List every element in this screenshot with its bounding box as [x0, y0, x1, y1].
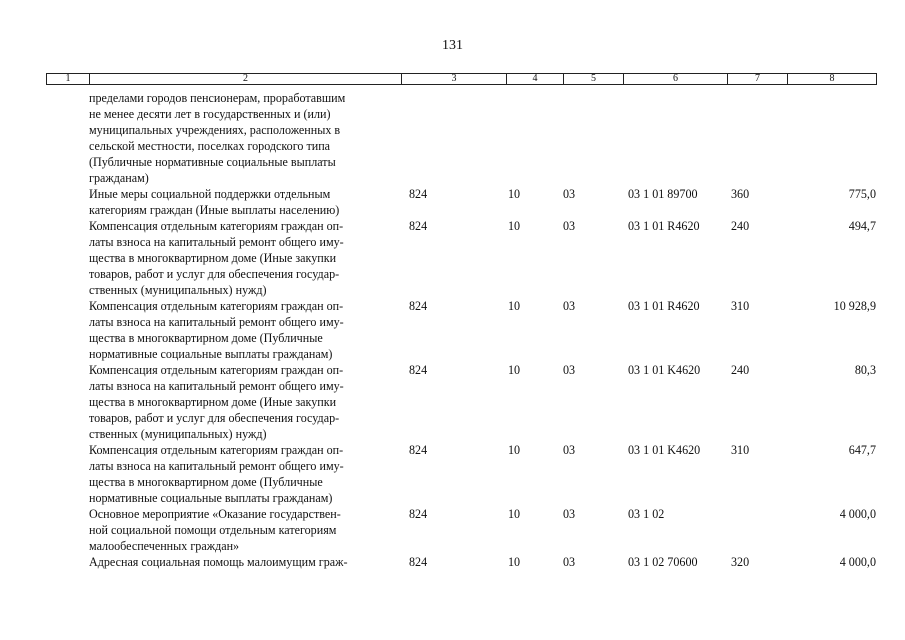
expense-type: 240: [731, 363, 750, 377]
item-name-line: Компенсация отдельным категориям граждан оп-: [89, 299, 344, 313]
amount: 4 000,0: [839, 555, 876, 569]
section-code: [506, 90, 563, 186]
row-number-cell: [46, 186, 89, 218]
item-name: [89, 362, 401, 442]
amount: [787, 90, 876, 186]
item-name-line: щества в многоквартирном доме (Иные закупки: [89, 251, 337, 265]
item-name: [89, 186, 401, 218]
item-name-line: Компенсация отдельным категориям граждан оп-: [89, 219, 344, 233]
subsection-code: 03: [563, 219, 576, 233]
item-name-line: латы взноса на капитальный ремонт общего иму-: [89, 235, 344, 249]
header-col-3: 3: [402, 74, 507, 85]
header-col-2: 2: [90, 74, 402, 85]
table-row: [46, 506, 876, 554]
expense-type: [727, 90, 787, 186]
ministry-code: 824: [409, 555, 428, 569]
item-name-line: не менее десяти лет в государственных и (или): [89, 107, 331, 121]
target-article: [623, 90, 727, 186]
subsection-code: 03: [563, 555, 576, 569]
item-name-line: Основное мероприятие «Оказание государствен-: [89, 507, 341, 521]
expense-type: 310: [731, 443, 750, 457]
row-number-cell: [46, 218, 89, 298]
target-article: 03 1 01 K4620: [628, 363, 701, 377]
expense-type: 320: [731, 555, 750, 569]
target-article: 03 1 01 89700: [628, 187, 698, 201]
item-name-line: малообеспеченных граждан»: [89, 539, 240, 553]
section-code: 10: [508, 187, 521, 201]
item-name-line: Адресная социальная помощь малоимущим граж-: [89, 555, 348, 569]
amount: 494,7: [848, 219, 876, 233]
target-article: 03 1 02: [628, 507, 665, 521]
item-name-line: нормативные социальные выплаты гражданам): [89, 347, 333, 361]
item-name-line: категориям граждан (Иные выплаты населению): [89, 203, 340, 217]
item-name-line: пределами городов пенсионерам, проработавшим: [89, 91, 346, 105]
page-number: 131: [442, 38, 463, 53]
item-name: [89, 442, 401, 506]
item-name-line: товаров, работ и услуг для обеспечения государ-: [89, 411, 340, 425]
item-name-line: щества в многоквартирном доме (Иные закупки: [89, 395, 337, 409]
subsection-code: 03: [563, 443, 576, 457]
table-row: [46, 186, 876, 218]
row-number-cell: [46, 90, 89, 186]
target-article: 03 1 01 R4620: [628, 219, 700, 233]
row-number-cell: [46, 442, 89, 506]
item-name-line: латы взноса на капитальный ремонт общего иму-: [89, 379, 344, 393]
item-name-line: муниципальных учреждениях, расположенных в: [89, 123, 341, 137]
subsection-code: 03: [563, 363, 576, 377]
target-article: 03 1 02 70600: [628, 555, 698, 569]
section-code: 10: [508, 363, 521, 377]
expense-type: 360: [731, 187, 750, 201]
item-name: [89, 218, 401, 298]
item-name-line: ственных (муниципальных) нужд): [89, 283, 267, 297]
item-name-line: латы взноса на капитальный ремонт общего иму-: [89, 459, 344, 473]
item-name-line: (Публичные нормативные социальные выплаты: [89, 155, 336, 169]
ministry-code: 824: [409, 187, 428, 201]
header-col-1: 1: [47, 74, 90, 85]
table-row: [46, 298, 876, 362]
ministry-code: 824: [409, 507, 428, 521]
ministry-code: 824: [409, 363, 428, 377]
section-code: 10: [508, 507, 521, 521]
item-name-line: сельской местности, поселках городского типа: [89, 139, 331, 153]
ministry-code: 824: [409, 443, 428, 457]
item-name-line: нормативные социальные выплаты гражданам): [89, 491, 333, 505]
item-name-line: латы взноса на капитальный ремонт общего иму-: [89, 315, 344, 329]
target-article: 03 1 01 R4620: [628, 299, 700, 313]
section-code: 10: [508, 555, 521, 569]
subsection-code: 03: [563, 299, 576, 313]
target-article: 03 1 01 K4620: [628, 443, 701, 457]
section-code: 10: [508, 443, 521, 457]
table-row: [46, 90, 876, 186]
row-number-cell: [46, 362, 89, 442]
item-name-line: Компенсация отдельным категориям граждан оп-: [89, 443, 344, 457]
ministry-code: 824: [409, 219, 428, 233]
expense-type: [727, 506, 787, 554]
item-name: [89, 90, 401, 186]
row-number-cell: [46, 554, 89, 570]
section-code: 10: [508, 299, 521, 313]
section-code: 10: [508, 219, 521, 233]
ministry-code: [401, 90, 506, 186]
item-name: [89, 506, 401, 554]
item-name-line: щества в многоквартирном доме (Публичные: [89, 331, 323, 345]
header-col-7: 7: [728, 74, 788, 85]
item-name-line: товаров, работ и услуг для обеспечения государ-: [89, 267, 340, 281]
item-name-line: ственных (муниципальных) нужд): [89, 427, 267, 441]
item-name: [89, 554, 401, 570]
row-number-cell: [46, 298, 89, 362]
table-row: [46, 218, 876, 298]
amount: 775,0: [848, 187, 876, 201]
amount: 10 928,9: [833, 299, 876, 313]
budget-table-body: [46, 90, 876, 570]
amount: 4 000,0: [839, 507, 876, 521]
header-col-5: 5: [564, 74, 624, 85]
item-name-line: ной социальной помощи отдельным категориям: [89, 523, 337, 537]
ministry-code: 824: [409, 299, 428, 313]
item-name: [89, 298, 401, 362]
subsection-code: 03: [563, 507, 576, 521]
item-name-line: Иные меры социальной поддержки отдельным: [89, 187, 331, 201]
header-col-4: 4: [507, 74, 564, 85]
item-name-line: щества в многоквартирном доме (Публичные: [89, 475, 323, 489]
column-number-header: [46, 73, 877, 85]
header-col-8: 8: [788, 74, 877, 85]
item-name-line: гражданам): [89, 171, 149, 185]
expense-type: 240: [731, 219, 750, 233]
amount: 647,7: [848, 443, 876, 457]
header-col-6: 6: [624, 74, 728, 85]
subsection-code: [563, 90, 623, 186]
row-number-cell: [46, 506, 89, 554]
subsection-code: 03: [563, 187, 576, 201]
expense-type: 310: [731, 299, 750, 313]
table-row: [46, 362, 876, 442]
table-row: [46, 554, 876, 570]
table-row: [46, 442, 876, 506]
amount: 80,3: [854, 363, 876, 377]
item-name-line: Компенсация отдельным категориям граждан оп-: [89, 363, 344, 377]
